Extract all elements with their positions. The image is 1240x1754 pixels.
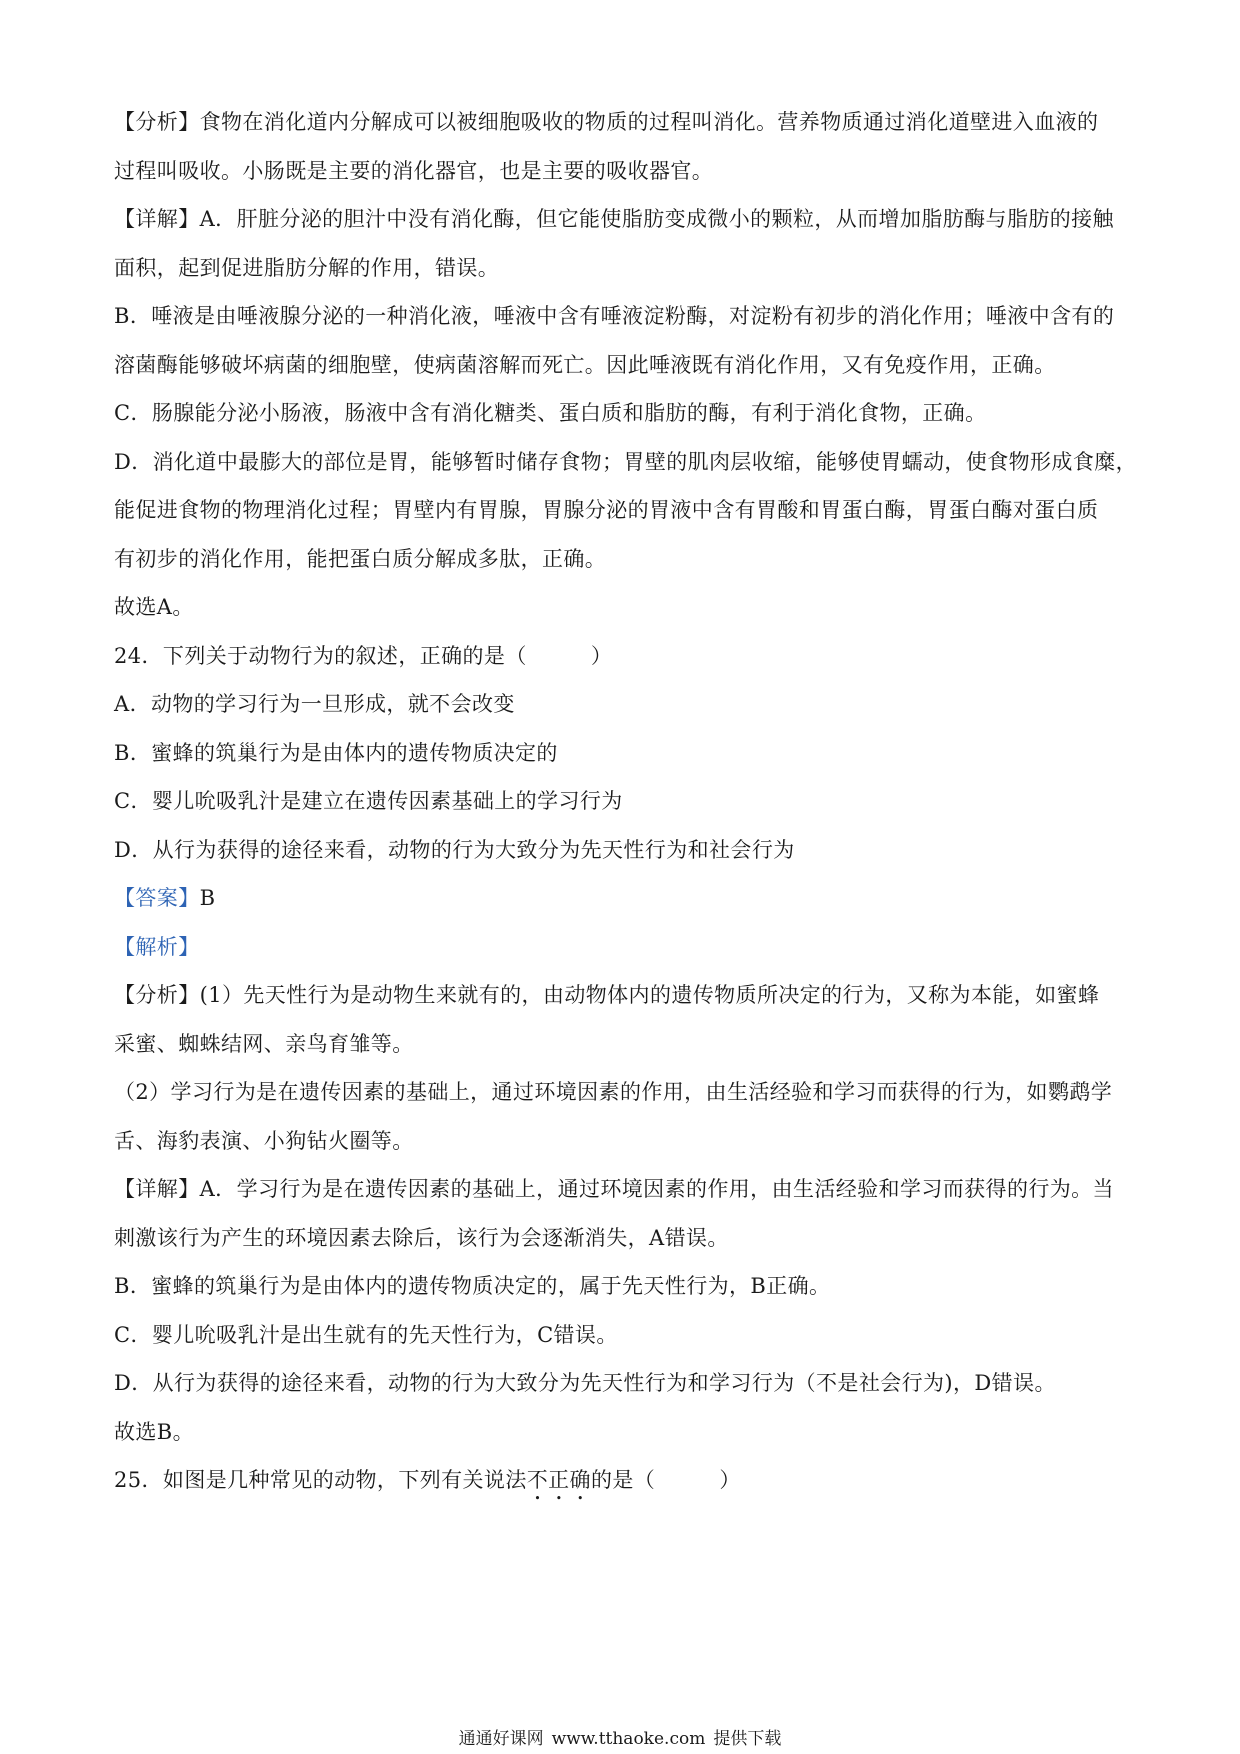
q23-detail-line: B．唾液是由唾液腺分泌的一种消化液，唾液中含有唾液淀粉酶，对淀粉有初步的消化作用；唾液中含有的 (114, 304, 1115, 328)
q23-detail-line: 能促进食物的物理消化过程；胃壁内有胃腺，胃腺分泌的胃液中含有胃酸和胃蛋白酶，胃蛋白酶对蛋白质 (114, 498, 1099, 522)
footer-download: 提供下载 (713, 1729, 782, 1749)
footer-site-name: 通通好课网 (458, 1729, 544, 1749)
answer-value: B (199, 886, 216, 910)
q24-detail-line: 刺激该行为产生的环境因素去除后，该行为会逐渐消失，A错误。 (114, 1225, 729, 1250)
page-footer (0, 1724, 1240, 1749)
q25-stem-prefix: 25．如图是几种常见的动物，下列有关说法 (114, 1468, 527, 1492)
q24-analysis-line: 【分析】(1）先天性行为是动物生来就有的，由动物体内的遗传物质所决定的行为，又称为本能，如蜜蜂 (114, 983, 1100, 1007)
q24-stem: 24．下列关于动物行为的叙述，正确的是（ ） (114, 643, 613, 668)
q23-analysis-line: 【分析】食物在消化道内分解成可以被细胞吸收的物质的过程叫消化。营养物质通过消化道壁进入血液的 (114, 110, 1099, 134)
q24-detail-line: 【详解】A．学习行为是在遗传因素的基础上，通过环境因素的作用，由生活经验和学习而获得的行为。当 (114, 1177, 1114, 1201)
q23-detail-line: 溶菌酶能够破坏病菌的细胞壁，使病菌溶解而死亡。因此唾液既有消化作用，又有免疫作用，正确。 (114, 352, 1056, 377)
q23-detail-line: 面积，起到促进脂肪分解的作用，错误。 (114, 255, 500, 280)
q24-answer (114, 874, 1134, 923)
answer-label: 【答案】 (114, 886, 200, 910)
q24-conclusion: 故选B。 (114, 1419, 195, 1444)
q24-detail-line: C．婴儿吮吸乳汁是出生就有的先天性行为，C错误。 (114, 1322, 618, 1347)
q23-detail-line: C．肠腺能分泌小肠液，肠液中含有消化糖类、蛋白质和脂肪的酶，有利于消化食物，正确。 (114, 401, 987, 425)
q25-stem (114, 1456, 1134, 1505)
q24-analysis-line: （2）学习行为是在遗传因素的基础上，通过环境因素的作用，由生活经验和学习而获得的行为，如鹦鹉学 (114, 1080, 1113, 1104)
footer-url: www.tthaoke.com (551, 1729, 706, 1749)
q23-detail-line: 【详解】A．肝脏分泌的胆汁中没有消化酶，但它能使脂肪变成微小的颗粒，从而增加脂肪酶与脂肪的接触 (114, 207, 1114, 231)
q24-option-d: D．从行为获得的途径来看，动物的行为大致分为先天性行为和社会行为 (114, 837, 795, 862)
q24-explain-label: 【解析】 (114, 934, 200, 959)
q24-analysis-line: 舌、海豹表演、小狗钻火圈等。 (114, 1128, 414, 1153)
q23-analysis-line: 过程叫吸收。小肠既是主要的消化器官，也是主要的吸收器官。 (114, 158, 714, 183)
q24-option-c: C．婴儿吮吸乳汁是建立在遗传因素基础上的学习行为 (114, 789, 623, 813)
q23-conclusion: 故选A。 (114, 595, 194, 619)
q24-option-b: B．蜜蜂的筑巢行为是由体内的遗传物质决定的 (114, 740, 558, 765)
q24-detail-line: B．蜜蜂的筑巢行为是由体内的遗传物质决定的，属于先天性行为，B正确。 (114, 1274, 831, 1298)
q23-detail-line: D．消化道中最膨大的部位是胃，能够暂时储存食物；胃壁的肌肉层收缩，能够使胃蠕动，使食物形成食糜， (114, 449, 1138, 474)
q25-stem-suffix: 的是（ ） (590, 1468, 741, 1492)
document-body (114, 98, 1138, 1505)
q25-stem-emphasis: 不正确 (526, 1468, 591, 1492)
q23-detail-line: 有初步的消化作用，能把蛋白质分解成多肽，正确。 (114, 546, 607, 571)
q24-detail-line: D．从行为获得的途径来看，动物的行为大致分为先天性行为和学习行为（不是社会行为)，D错误。 (114, 1371, 1056, 1395)
q24-analysis-line: 采蜜、蜘蛛结网、亲鸟育雏等。 (114, 1031, 414, 1056)
q24-option-a: A．动物的学习行为一旦形成，就不会改变 (114, 692, 515, 716)
